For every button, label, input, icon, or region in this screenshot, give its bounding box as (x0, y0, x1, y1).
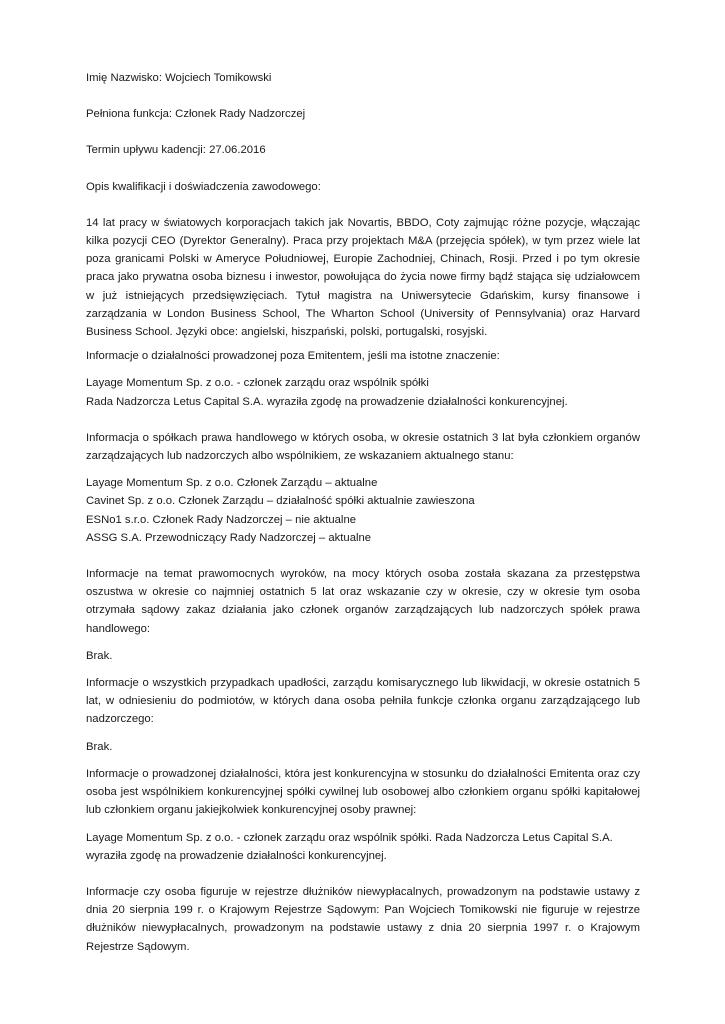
function-line: Pełniona funkcja: Członek Rady Nadzorczej (86, 108, 306, 121)
outside-activity-list (86, 374, 640, 410)
outside-activity-line: Layage Momentum Sp. z o.o. - członek zarządu oraz wspólnik spółki (86, 377, 429, 390)
convictions-heading: Informacje na temat prawomocnych wyroków, na mocy których osoba została skazana za przestępstwa oszustwa w okresie co najmniej ostatnich 5 lat oraz wskazanie czy w okresie, czy w okresie tym osoba otrzymała sądowy zakaz działania jako członek organów zarządzających lub nadzorczych spółek prawa handlowego: (86, 568, 640, 635)
qualifications-heading: Opis kwalifikacji i doświadczenia zawodowego: (86, 180, 321, 193)
company-line: Layage Momentum Sp. z o.o. Członek Zarządu – aktualne (86, 477, 378, 490)
qualifications-body: 14 lat pracy w światowych korporacjach takich jak Novartis, BBDO, Coty zajmując różne pozycje, włączając kilka pozycji CEO (Dyrektor Generalny). Praca przy projektach M&A (przejęcia spółek), w tym przez wiele lat poza granicami Polski w Ameryce Południowej, Europie Zachodniej, Chinach, Rosji. Przed i po tym okresie praca jako prywatna osoba biznesu i inwestor, powołująca do życia nowe firmy bądź stająca się udziałowcem w już istniejących przedsięwzięciach. Tytuł magistra na Uniwersytecie Gdańskim, kursy finansowe i zarządzania w London Business School, The Wharton School (University of Pennsylvania) oraz Harvard Business School. Języki obce: angielski, hiszpański, polski, portugalski, rosyjski. (86, 216, 640, 339)
term-line: Termin upływu kadencji: 27.06.2016 (86, 144, 266, 157)
company-line: ESNo1 s.r.o. Członek Rady Nadzorczej – nie aktualne (86, 513, 357, 526)
competition-answer: Layage Momentum Sp. z o.o. - członek zarządu oraz wspólnik spółki. Rada Nadzorcza Letus Capital S.A. wyraziła zgodę na prowadzenie działalności konkurencyjnej. (86, 831, 613, 862)
competition-heading: Informacje o prowadzonej działalności, która jest konkurencyjna w stosunku do działalności Emitenta oraz czy osoba jest wspólnikiem konkurencyjnej spółki cywilnej lub osobowej albo członkiem organu spółki kapitałowej lub członkiem organu jakiejkolwiek konkurencyjnej osoby prawnej: (86, 767, 640, 817)
companies-list (86, 474, 640, 547)
company-line: Cavinet Sp. z o.o. Członek Zarządu – działalność spółki aktualnie zawieszona (86, 495, 475, 508)
debtors-register-text: Informacje czy osoba figuruje w rejestrze dłużników niewypłacalnych, prowadzonym na podstawie ustawy z dnia 20 sierpnia 199 r. o Krajowym Rejestrze Sądowym: Pan Wojciech Tomikowski nie figuruje w rejestrze dłużników niewypłacalnych, prowadzonym na podstawie ustawy z dnia 20 sierpnia 1997 r. o Krajowym Rejestrze Sądowym. (86, 885, 640, 953)
bankruptcies-heading: Informacje o wszystkich przypadkach upadłości, zarządu komisarycznego lub likwidacji, w okresie ostatnich 5 lat, w odniesieniu do podmiotów, w których dana osoba pełniła funkcje członka organu zarządzającego lub nadzorczego: (86, 677, 640, 726)
document-page (86, 69, 640, 956)
outside-activity-line: Rada Nadzorcza Letus Capital S.A. wyraziła zgodę na prowadzenie działalności konkurencyjnej. (86, 395, 568, 408)
convictions-answer: Brak. (86, 649, 113, 662)
name-line: Imię Nazwisko: Wojciech Tomikowski (86, 72, 272, 84)
bankruptcies-answer: Brak. (86, 740, 113, 753)
outside-activity-heading: Informacje o działalności prowadzonej poza Emitentem, jeśli ma istotne znaczenie: (86, 350, 500, 363)
companies-heading: Informacja o spółkach prawa handlowego w których osoba, w okresie ostatnich 3 lat była członkiem organów zarządzających lub nadzorczych albo wspólnikiem, ze wskazaniem aktualnego stanu: (86, 431, 640, 463)
company-line: ASSG S.A. Przewodniczący Rady Nadzorczej – aktualne (86, 531, 372, 544)
